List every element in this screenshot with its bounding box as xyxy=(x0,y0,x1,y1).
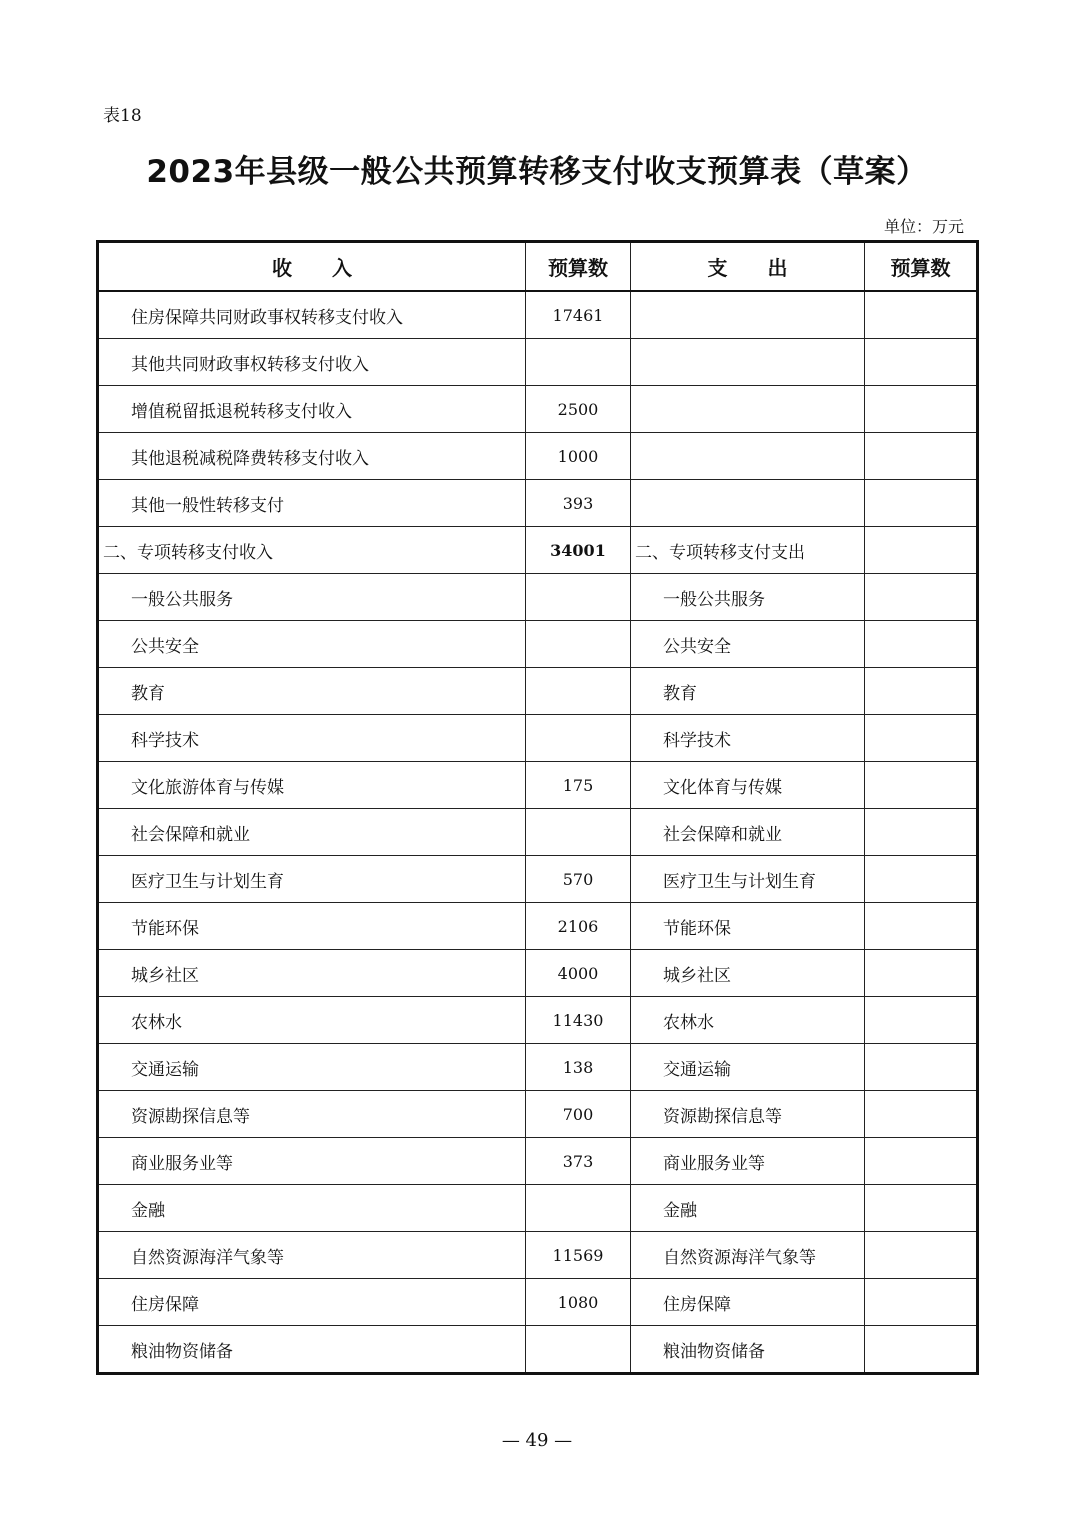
income-cell: 粮油物资储备 xyxy=(98,1326,526,1374)
income-budget-cell: 17461 xyxy=(526,291,631,339)
income-budget-cell: 11569 xyxy=(526,1232,631,1279)
expense-cell xyxy=(631,339,865,386)
expense-cell: 住房保障 xyxy=(631,1279,865,1326)
table-row xyxy=(98,1326,978,1374)
income-cell: 文化旅游体育与传媒 xyxy=(98,762,526,809)
income-cell: 自然资源海洋气象等 xyxy=(98,1232,526,1279)
expense-cell: 教育 xyxy=(631,668,865,715)
expense-cell: 粮油物资储备 xyxy=(631,1326,865,1374)
income-budget-cell: 2500 xyxy=(526,386,631,433)
income-cell: 商业服务业等 xyxy=(98,1138,526,1185)
table-row xyxy=(98,668,978,715)
expense-budget-cell xyxy=(865,762,978,809)
income-budget-cell: 1000 xyxy=(526,433,631,480)
expense-cell: 农林水 xyxy=(631,997,865,1044)
table-row xyxy=(98,386,978,433)
expense-budget-cell xyxy=(865,574,978,621)
expense-budget-cell xyxy=(865,715,978,762)
expense-budget-cell xyxy=(865,386,978,433)
income-cell: 教育 xyxy=(98,668,526,715)
expense-cell: 城乡社区 xyxy=(631,950,865,997)
income-budget-cell: 4000 xyxy=(526,950,631,997)
expense-budget-cell xyxy=(865,480,978,527)
expense-cell: 社会保障和就业 xyxy=(631,809,865,856)
table-row xyxy=(98,1279,978,1326)
expense-cell: 商业服务业等 xyxy=(631,1138,865,1185)
expense-budget-cell xyxy=(865,621,978,668)
income-budget-cell: 138 xyxy=(526,1044,631,1091)
table-row xyxy=(98,339,978,386)
expense-cell: 节能环保 xyxy=(631,903,865,950)
expense-budget-cell xyxy=(865,809,978,856)
expense-cell xyxy=(631,480,865,527)
table-row xyxy=(98,433,978,480)
expense-cell: 公共安全 xyxy=(631,621,865,668)
expense-cell: 科学技术 xyxy=(631,715,865,762)
expense-budget-cell xyxy=(865,997,978,1044)
income-cell: 金融 xyxy=(98,1185,526,1232)
table-row xyxy=(98,762,978,809)
table-row xyxy=(98,1138,978,1185)
income-budget-cell: 34001 xyxy=(526,527,631,574)
expense-cell: 金融 xyxy=(631,1185,865,1232)
unit-label: 单位：万元 xyxy=(883,217,964,236)
income-budget-cell xyxy=(526,574,631,621)
income-cell: 其他共同财政事权转移支付收入 xyxy=(98,339,526,386)
expense-budget-cell xyxy=(865,856,978,903)
expense-budget-cell xyxy=(865,1279,978,1326)
income-cell: 其他一般性转移支付 xyxy=(98,480,526,527)
income-cell: 增值税留抵退税转移支付收入 xyxy=(98,386,526,433)
income-cell: 医疗卫生与计划生育 xyxy=(98,856,526,903)
expense-cell: 文化体育与传媒 xyxy=(631,762,865,809)
expense-cell: 自然资源海洋气象等 xyxy=(631,1232,865,1279)
income-cell: 公共安全 xyxy=(98,621,526,668)
expense-cell: 资源勘探信息等 xyxy=(631,1091,865,1138)
income-cell: 交通运输 xyxy=(98,1044,526,1091)
expense-budget-cell xyxy=(865,433,978,480)
header-expense-budget: 预算数 xyxy=(865,242,978,292)
expense-budget-cell xyxy=(865,1185,978,1232)
expense-cell xyxy=(631,433,865,480)
expense-budget-cell xyxy=(865,668,978,715)
page-title: 2023年县级一般公共预算转移支付收支预算表（草案） xyxy=(146,154,928,190)
table-row xyxy=(98,527,978,574)
header-expense: 支 出 xyxy=(631,242,865,292)
table-row xyxy=(98,997,978,1044)
income-cell: 一般公共服务 xyxy=(98,574,526,621)
income-budget-cell xyxy=(526,1326,631,1374)
expense-cell: 医疗卫生与计划生育 xyxy=(631,856,865,903)
income-budget-cell: 570 xyxy=(526,856,631,903)
header-income: 收 入 xyxy=(98,242,526,292)
income-cell: 其他退税减税降费转移支付收入 xyxy=(98,433,526,480)
expense-budget-cell xyxy=(865,339,978,386)
income-cell: 节能环保 xyxy=(98,903,526,950)
income-budget-cell: 175 xyxy=(526,762,631,809)
income-budget-cell xyxy=(526,339,631,386)
income-budget-cell: 393 xyxy=(526,480,631,527)
income-budget-cell: 373 xyxy=(526,1138,631,1185)
table-row xyxy=(98,1044,978,1091)
income-cell: 住房保障共同财政事权转移支付收入 xyxy=(98,291,526,339)
table-row xyxy=(98,950,978,997)
table-number: 表18 xyxy=(103,106,142,126)
income-budget-cell: 2106 xyxy=(526,903,631,950)
expense-budget-cell xyxy=(865,1232,978,1279)
expense-budget-cell xyxy=(865,527,978,574)
income-cell: 科学技术 xyxy=(98,715,526,762)
income-budget-cell: 11430 xyxy=(526,997,631,1044)
table-row xyxy=(98,1091,978,1138)
expense-cell: 交通运输 xyxy=(631,1044,865,1091)
expense-budget-cell xyxy=(865,1044,978,1091)
table-row xyxy=(98,856,978,903)
table-row xyxy=(98,621,978,668)
table-row xyxy=(98,1185,978,1232)
header-income-budget: 预算数 xyxy=(526,242,631,292)
income-budget-cell xyxy=(526,668,631,715)
expense-budget-cell xyxy=(865,903,978,950)
expense-budget-cell xyxy=(865,291,978,339)
table-row xyxy=(98,574,978,621)
income-budget-cell xyxy=(526,621,631,668)
expense-budget-cell xyxy=(865,1138,978,1185)
table-row xyxy=(98,903,978,950)
income-cell: 二、专项转移支付收入 xyxy=(98,527,526,574)
table-row xyxy=(98,809,978,856)
income-budget-cell: 1080 xyxy=(526,1279,631,1326)
expense-budget-cell xyxy=(865,1326,978,1374)
expense-cell xyxy=(631,291,865,339)
expense-cell xyxy=(631,386,865,433)
expense-cell: 二、专项转移支付支出 xyxy=(631,527,865,574)
expense-budget-cell xyxy=(865,950,978,997)
income-cell: 城乡社区 xyxy=(98,950,526,997)
table-header-row xyxy=(98,242,978,292)
table-row xyxy=(98,715,978,762)
income-cell: 农林水 xyxy=(98,997,526,1044)
table-row xyxy=(98,1232,978,1279)
income-budget-cell: 700 xyxy=(526,1091,631,1138)
table-row xyxy=(98,291,978,339)
income-cell: 社会保障和就业 xyxy=(98,809,526,856)
page-number: — 49 — xyxy=(501,1430,573,1451)
expense-budget-cell xyxy=(865,1091,978,1138)
expense-cell: 一般公共服务 xyxy=(631,574,865,621)
income-budget-cell xyxy=(526,1185,631,1232)
income-budget-cell xyxy=(526,809,631,856)
income-cell: 住房保障 xyxy=(98,1279,526,1326)
income-cell: 资源勘探信息等 xyxy=(98,1091,526,1138)
table-row xyxy=(98,480,978,527)
budget-table xyxy=(96,240,979,1375)
income-budget-cell xyxy=(526,715,631,762)
